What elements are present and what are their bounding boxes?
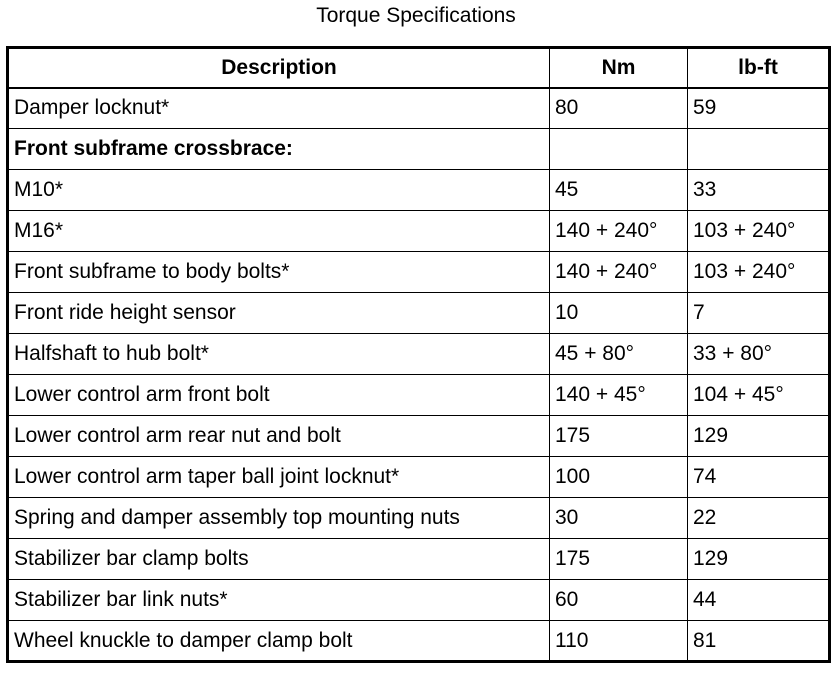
cell-nm: 30 xyxy=(550,498,688,539)
header-lbft: lb-ft xyxy=(688,48,830,88)
cell-description: Damper locknut* xyxy=(8,88,550,129)
table-row-section-heading xyxy=(8,129,830,170)
cell-nm xyxy=(550,129,688,170)
cell-description: Lower control arm rear nut and bolt xyxy=(8,416,550,457)
cell-lbft xyxy=(688,129,830,170)
cell-description: Spring and damper assembly top mounting nuts xyxy=(8,498,550,539)
table-row xyxy=(8,211,830,252)
cell-description: Front subframe to body bolts* xyxy=(8,252,550,293)
cell-description: Halfshaft to hub bolt* xyxy=(8,334,550,375)
cell-description: Lower control arm taper ball joint locknut* xyxy=(8,457,550,498)
header-nm: Nm xyxy=(550,48,688,88)
cell-description: M16* xyxy=(8,211,550,252)
cell-nm: 45 + 80° xyxy=(550,334,688,375)
cell-description: Lower control arm front bolt xyxy=(8,375,550,416)
cell-lbft: 59 xyxy=(688,88,830,129)
table-row xyxy=(8,170,830,211)
cell-lbft: 81 xyxy=(688,621,830,662)
table-row xyxy=(8,375,830,416)
cell-description: Front subframe crossbrace: xyxy=(8,129,550,170)
table-row xyxy=(8,416,830,457)
cell-nm: 175 xyxy=(550,416,688,457)
table-header-row xyxy=(8,48,830,88)
cell-description: Stabilizer bar clamp bolts xyxy=(8,539,550,580)
cell-description: Wheel knuckle to damper clamp bolt xyxy=(8,621,550,662)
page-title: Torque Specifications xyxy=(316,4,516,27)
cell-nm: 140 + 240° xyxy=(550,252,688,293)
table-row xyxy=(8,334,830,375)
cell-nm: 140 + 45° xyxy=(550,375,688,416)
cell-lbft: 103 + 240° xyxy=(688,211,830,252)
cell-description: Front ride height sensor xyxy=(8,293,550,334)
torque-spec-table xyxy=(6,46,831,663)
table-row xyxy=(8,498,830,539)
cell-lbft: 129 xyxy=(688,416,830,457)
cell-nm: 45 xyxy=(550,170,688,211)
cell-nm: 60 xyxy=(550,580,688,621)
cell-lbft: 7 xyxy=(688,293,830,334)
table-row xyxy=(8,293,830,334)
cell-nm: 80 xyxy=(550,88,688,129)
cell-lbft: 44 xyxy=(688,580,830,621)
cell-lbft: 22 xyxy=(688,498,830,539)
cell-lbft: 33 + 80° xyxy=(688,334,830,375)
table-row xyxy=(8,88,830,129)
table-row xyxy=(8,539,830,580)
cell-lbft: 74 xyxy=(688,457,830,498)
cell-lbft: 129 xyxy=(688,539,830,580)
cell-nm: 100 xyxy=(550,457,688,498)
table-row xyxy=(8,621,830,662)
cell-description: M10* xyxy=(8,170,550,211)
cell-nm: 175 xyxy=(550,539,688,580)
header-description: Description xyxy=(8,48,550,88)
table-row xyxy=(8,580,830,621)
cell-nm: 140 + 240° xyxy=(550,211,688,252)
cell-lbft: 33 xyxy=(688,170,830,211)
cell-lbft: 103 + 240° xyxy=(688,252,830,293)
table-row xyxy=(8,457,830,498)
cell-nm: 110 xyxy=(550,621,688,662)
cell-description: Stabilizer bar link nuts* xyxy=(8,580,550,621)
table-row xyxy=(8,252,830,293)
cell-nm: 10 xyxy=(550,293,688,334)
cell-lbft: 104 + 45° xyxy=(688,375,830,416)
